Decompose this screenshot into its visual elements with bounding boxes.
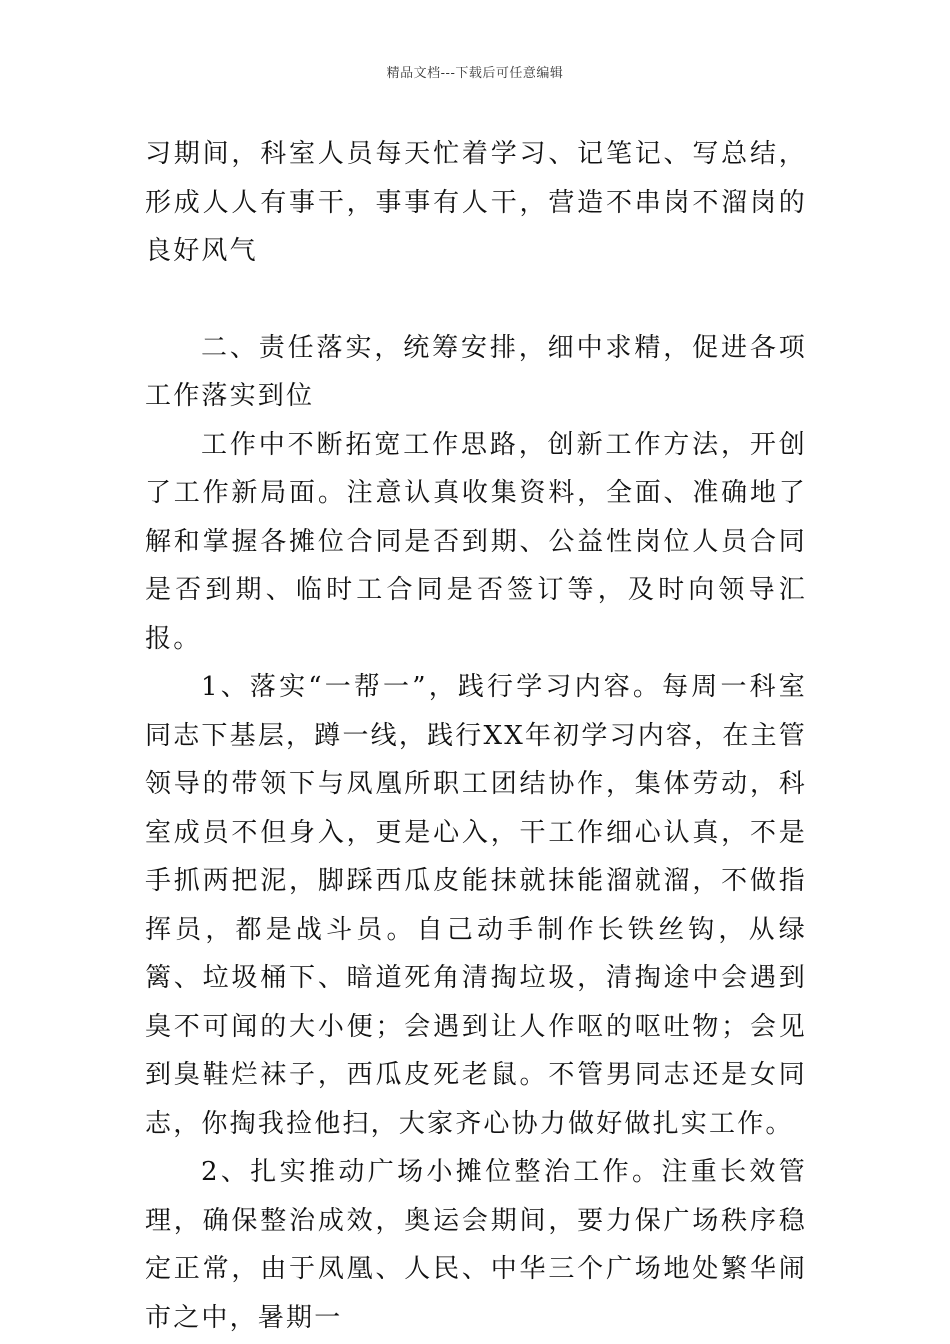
paragraph-intro: 工作中不断拓宽工作思路，创新工作方法，开创了工作新局面。注意认真收集资料，全面、准确地了解和掌握各摊位合同是否到期、公益性岗位人员合同是否到期、临时工合同是否签订等，及时向领导汇报。 — [145, 429, 807, 654]
paragraph-continuation: 习期间，科室人员每天忙着学习、记笔记、写总结，形成人人有事干，事事有人干，营造不串岗不溜岗的良好风气 — [145, 139, 807, 266]
document-body — [145, 130, 807, 1342]
page-header: 精品文档---下载后可任意编辑 — [386, 66, 564, 81]
section-heading: 二、责任落实，统筹安排，细中求精，促进各项工作落实到位 — [145, 332, 807, 411]
paragraph-item-2: 2、扎实推动广场小摊位整治工作。注重长效管理，确保整治成效，奥运会期间，要力保广场秩序稳定正常，由于凤凰、人民、中华三个广场地处繁华闹市之中，暑期一 — [145, 1157, 807, 1333]
paragraph-item-1: 1、落实“一帮一”，践行学习内容。每周一科室同志下基层，蹲一线，践行XX年初学习内容，在主管领导的带领下与凤凰所职工团结协作，集体劳动，科室成员不但身入，更是心入，干工作细心认真，不是手抓两把泥，脚踩西瓜皮能抹就抹能溜就溜，不做指挥员，都是战斗员。自己动手制作长铁丝钩，从绿篱、垃圾桶下、暗道死角清掏垃圾，清掏途中会遇到臭不可闻的大小便；会遇到让人作呕的呕吐物；会见到臭鞋烂袜子，西瓜皮死老鼠。不管男同志还是女同志，你掏我捡他扫，大家齐心协力做好做扎实工作。 — [145, 672, 807, 1139]
